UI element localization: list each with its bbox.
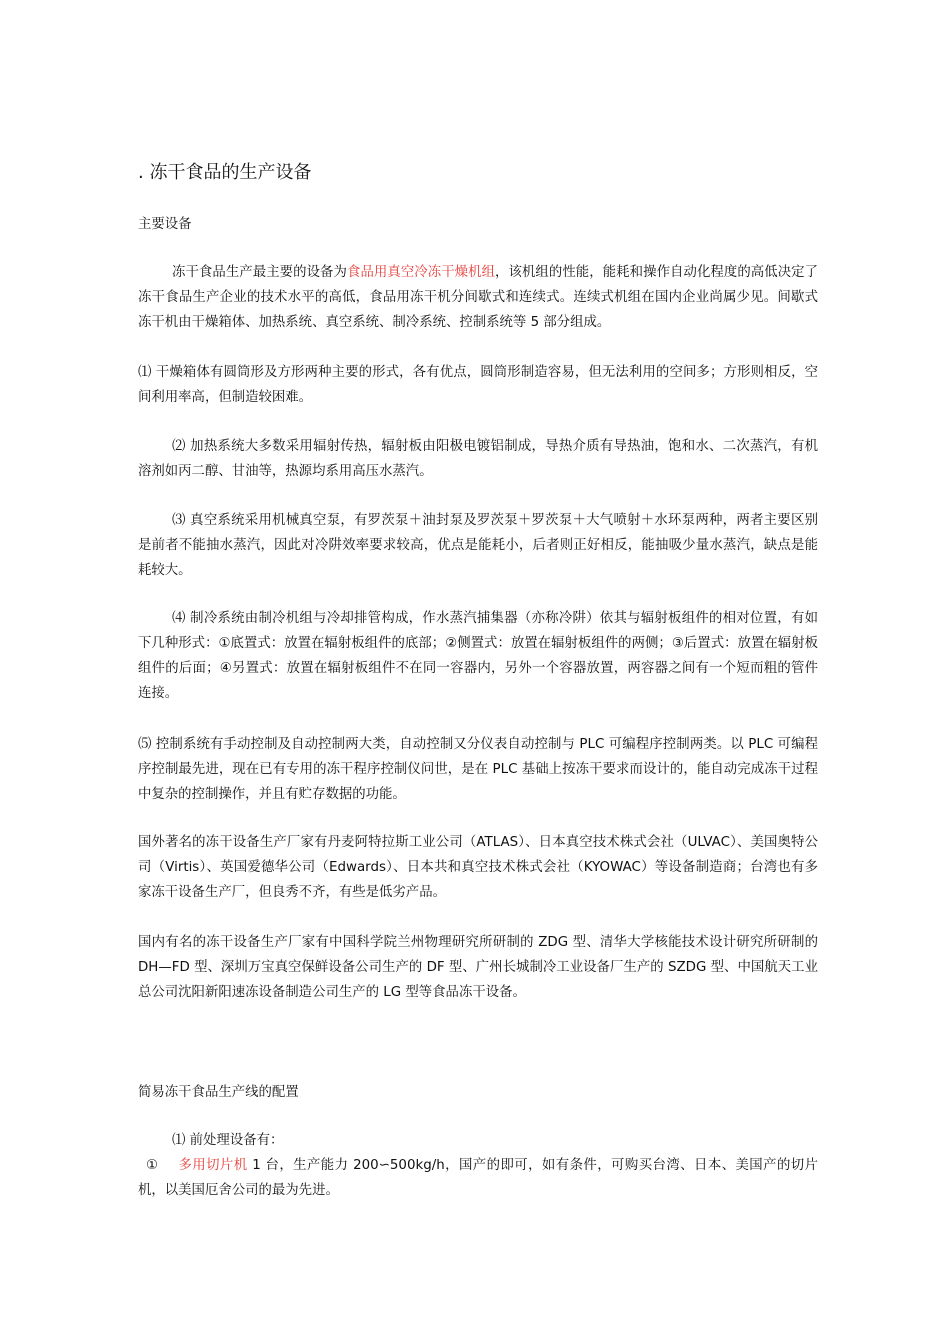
refrigeration-system-paragraph: ⑷ 制冷系统由制冷机组与冷却排管构成，作水蒸汽捕集器（亦称冷阱）依其与辐射板组件的相对位置，有如下几种形式：①底置式：放置在辐射板组件的底部；②侧置式：放置在辐射板组件的两侧；③后置式：放置在辐射板组件的后面；④另置式：放置在辐射板组件不在同一容器内，另外一个容器放置，两容器之间有一个短而粗的管件连接。 xyxy=(138,611,818,701)
freeze-dryer-highlight: 食品用真空冷冻干燥机组 xyxy=(346,265,496,280)
slicer-highlight: 多用切片机 xyxy=(178,1158,248,1173)
main-equipment-heading: 主要设备 xyxy=(138,217,192,232)
control-system-paragraph: ⑸ 控制系统有手动控制及自动控制两大类，自动控制又分仪表自动控制与 PLC 可编程序控制两类。以 PLC 可编程序控制最先进，现在已有专用的冻干程序控制仪问世，是在 PLC 基础上按冻干要求而设计的，能自动完成冻干过程中复杂的控制操作，并且有贮存数据的功能。 xyxy=(138,737,818,802)
slicer-marker: ① xyxy=(146,1158,159,1173)
intro-text-after: ，该机组的性能，能耗和操作自动化程度的高低决定了冻干食品生产企业的技术水平的高低，食品用冻干机分间歇式和连续式。连续式机组在国内企业尚属少见。间歇式冻干机由干燥箱体、加热系统、真空系统、制冷系统、控制系统等 5 部分组成。 xyxy=(138,265,819,330)
intro-paragraph xyxy=(138,260,818,335)
page-title: . 冻干食品的生产设备 xyxy=(138,162,312,183)
slicer-paragraph xyxy=(138,1153,818,1203)
heating-system-paragraph: ⑵ 加热系统大多数采用辐射传热，辐射板由阳极电镀铝制成，导热介质有导热油，饱和水、二次蒸汽，有机溶剂如丙二醇、甘油等，热源均系用高压水蒸汽。 xyxy=(138,439,818,479)
intro-text-before: 冻干食品生产最主要的设备为 xyxy=(172,265,347,280)
drying-chamber-paragraph: ⑴ 干燥箱体有圆筒形及方形两种主要的形式，各有优点，圆筒形制造容易，但无法利用的空间多；方形则相反，空间利用率高，但制造较困难。 xyxy=(138,365,818,405)
production-line-heading: 简易冻干食品生产线的配置 xyxy=(138,1085,299,1100)
vacuum-system-paragraph: ⑶ 真空系统采用机械真空泵，有罗茨泵＋油封泵及罗茨泵＋罗茨泵＋大气喷射＋水环泵两种，两者主要区别是前者不能抽水蒸汽，因此对冷阱效率要求较高，优点是能耗小，后者则正好相反，能抽吸少量水蒸汽，缺点是能耗较大。 xyxy=(138,513,818,578)
domestic-makers-paragraph: 国内有名的冻干设备生产厂家有中国科学院兰州物理研究所研制的 ZDG 型、清华大学核能技术设计研究所研制的 DH—FD 型、深圳万宝真空保鲜设备公司生产的 DF 型、广州长城制冷工业设备厂生产的 SZDG 型、中国航天工业总公司沈阳新阳速冻设备制造公司生产的 LG 型等食品冻干设备。 xyxy=(138,935,818,1000)
foreign-makers-paragraph: 国外著名的冻干设备生产厂家有丹麦阿特拉斯工业公司（ATLAS）、日本真空技术株式会社（ULVAC）、美国奥特公司（Virtis）、英国爱德华公司（Edwards）、日本共和真空技术株式会社（KYOWAC）等设备制造商；台湾也有多家冻干设备生产厂，但良秀不齐，有些是低劣产品。 xyxy=(138,835,818,900)
pretreatment-heading: ⑴ 前处理设备有： xyxy=(172,1133,284,1148)
slicer-text: 1 台，生产能力 200∽500kg/h，国产的即可，如有条件，可购买台湾、日本、美国产的切片机，以美国厄舍公司的最为先进。 xyxy=(138,1158,819,1198)
